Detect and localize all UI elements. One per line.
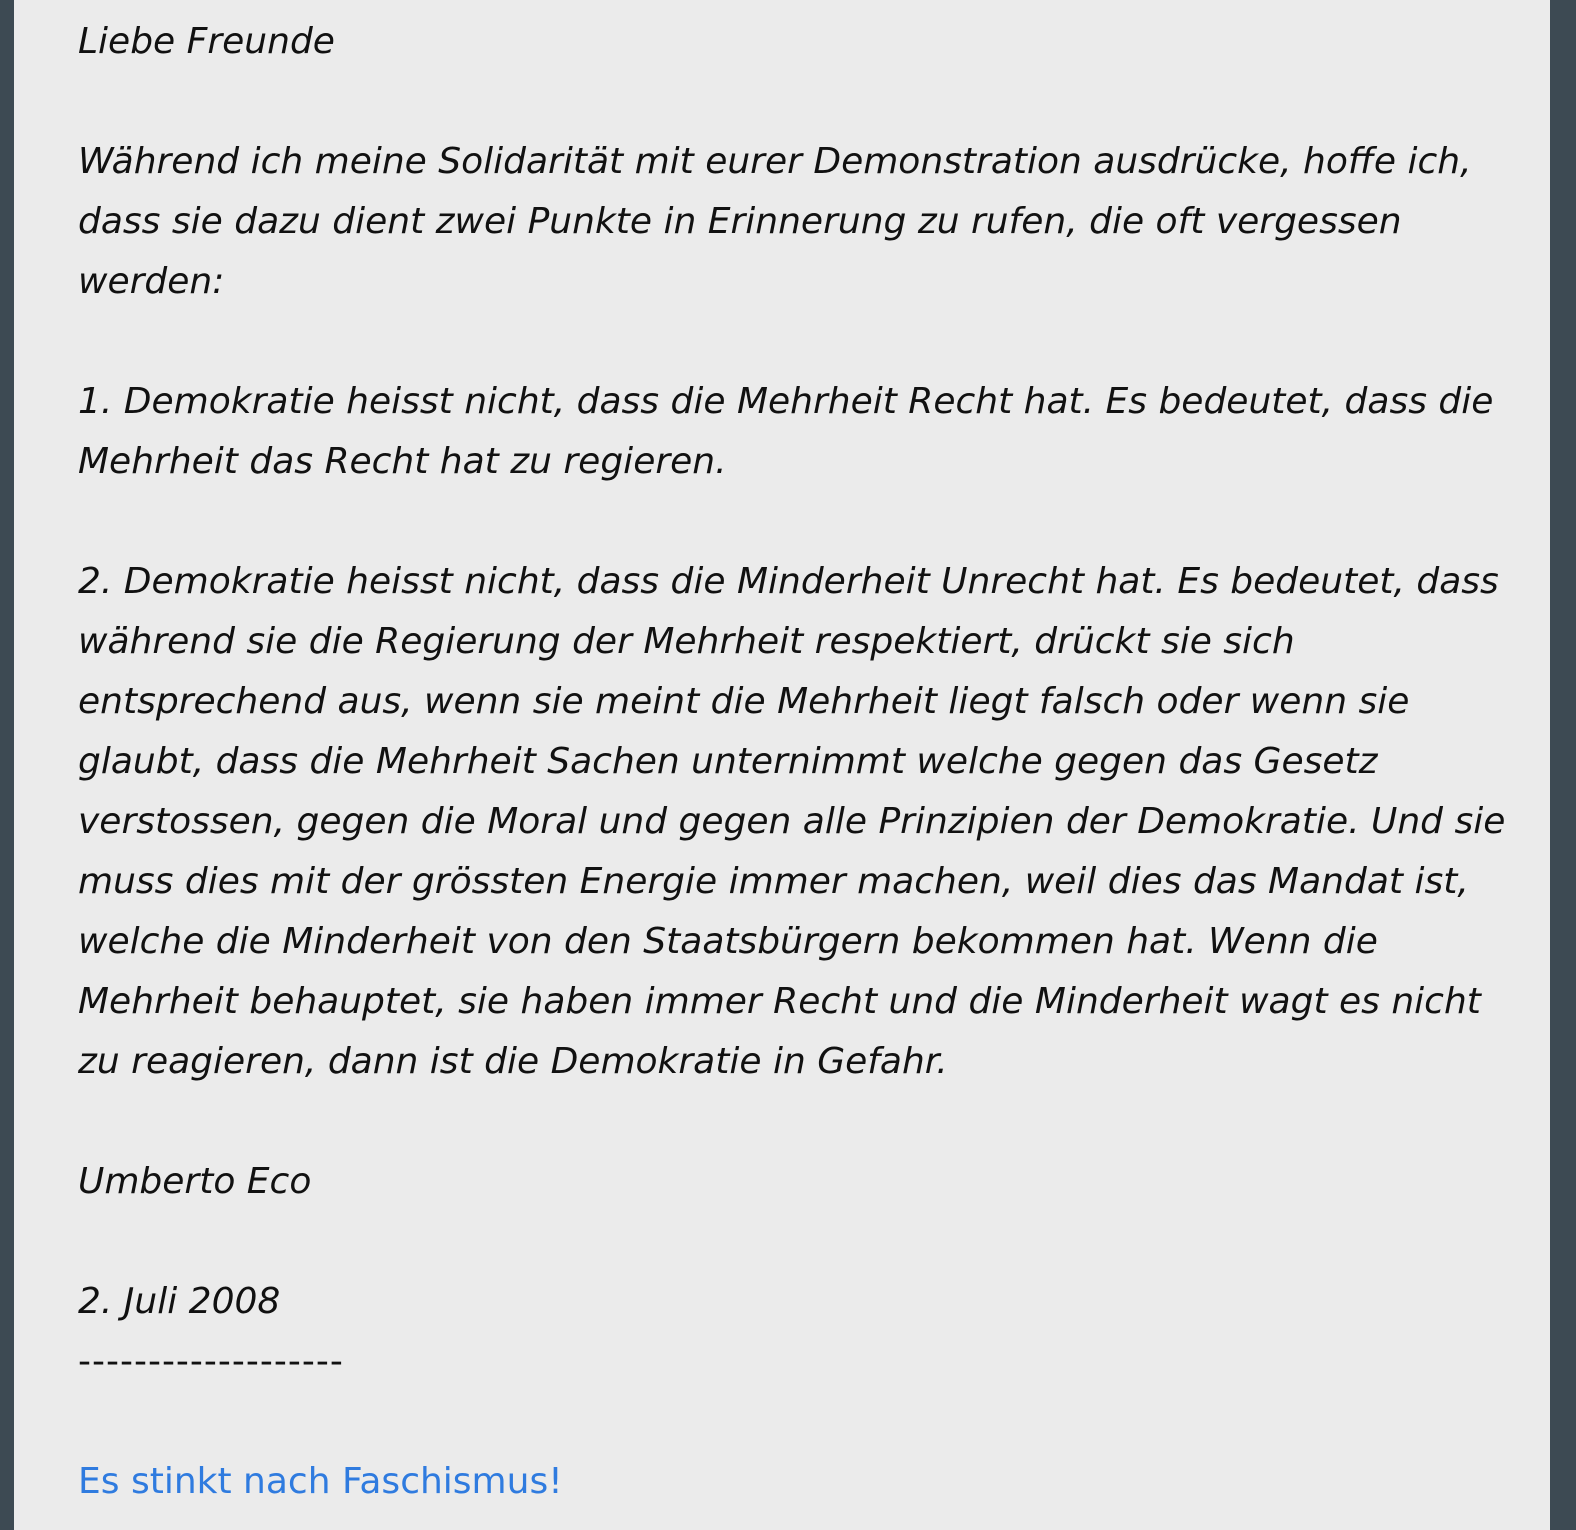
letter-date: 2. Juli 2008 [78, 1281, 281, 1322]
letter-point-2: 2. Demokratie heisst nicht, dass die Minderheit Unrecht hat. Es bedeutet, dass während sie die Regierung der Mehrheit respektiert, drückt sie sich entsprechend aus, wenn sie meint die Mehrheit liegt falsch oder wenn sie glaubt, dass die Mehrheit Sachen unternimmt welche gegen das Gesetz verstossen, gegen die Moral und gegen alle Prinzipien der Demokratie. Und sie muss dies mit der grössten Energie immer machen, weil dies das Mandat ist, welche die Minderheit von den Staatsbürgern bekommen hat. Wenn die Mehrheit behauptet, sie haben immer Recht und die Minderheit wagt es nicht zu reagieren, dann ist die Demokratie in Gefahr. [78, 561, 1506, 1082]
letter-signature: Umberto Eco [78, 1161, 312, 1202]
letter-point-1: 1. Demokratie heisst nicht, dass die Mehrheit Recht hat. Es bedeutet, dass die Mehrheit das Recht hat zu regieren. [78, 381, 1494, 482]
article-link[interactable]: Es stinkt nach Faschismus! [78, 1461, 563, 1502]
separator-line: ------------------- [78, 1341, 344, 1382]
article-page [14, 0, 1550, 1530]
letter-intro: Während ich meine Solidarität mit eurer Demonstration ausdrücke, hoffe ich, dass sie dazu dient zwei Punkte in Erinnerung zu rufen, die oft vergessen werden: [78, 141, 1472, 302]
letter-body [78, 12, 1518, 1512]
letter-greeting: Liebe Freunde [78, 21, 335, 62]
